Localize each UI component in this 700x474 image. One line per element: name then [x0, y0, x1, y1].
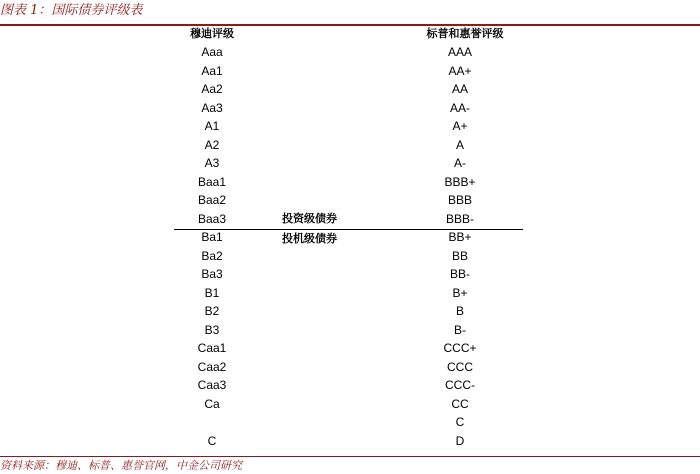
sp-fitch-rating-cell: B-	[454, 322, 466, 337]
moodys-column-header: 穆迪评级	[190, 27, 234, 40]
moodys-rating-cell: A3	[204, 156, 220, 170]
table-row	[0, 117, 700, 136]
sp-fitch-rating-cell: CCC	[447, 359, 473, 374]
table-row	[0, 432, 700, 451]
table-row	[0, 358, 700, 377]
moodys-rating-cell: Aa2	[201, 82, 223, 96]
source-rule	[0, 456, 700, 457]
sp-fitch-rating-cell: A+	[452, 119, 468, 133]
table-row	[0, 228, 700, 247]
table-row	[0, 265, 700, 284]
sp-fitch-rating-cell: BB-	[449, 267, 470, 281]
moodys-rating-cell: Aaa	[201, 45, 223, 59]
table-row	[0, 395, 700, 414]
sp-fitch-rating-cell: CC	[451, 396, 469, 411]
moodys-rating-cell: Baa2	[197, 193, 227, 207]
moodys-rating-cell: B3	[204, 322, 220, 337]
table-row	[0, 302, 700, 321]
moodys-rating-cell: Ba3	[201, 267, 223, 281]
moodys-rating-cell: Ca	[204, 396, 220, 411]
figure-title: 图表 1：国际债券评级表	[0, 3, 143, 18]
table-row	[0, 413, 700, 432]
moodys-rating-cell: Ba1	[201, 230, 223, 244]
sp-fitch-rating-cell: AA	[451, 82, 468, 96]
sp-fitch-rating-cell: AA+	[448, 63, 472, 78]
moodys-rating-cell: Caa3	[197, 378, 227, 392]
table-row	[0, 321, 700, 340]
sp-fitch-rating-cell: A	[455, 137, 464, 152]
table-row	[0, 376, 700, 395]
table-row	[0, 284, 700, 303]
moodys-rating-cell	[170, 413, 254, 432]
table-row	[0, 80, 700, 99]
sp-fitch-rating-cell: CCC+	[443, 341, 477, 355]
source-note: 资料来源：穆迪、标普、惠誉官网，中金公司研究	[0, 459, 242, 472]
moodys-rating-cell: Caa1	[197, 341, 227, 355]
table-row	[0, 339, 700, 358]
investment-grade-divider	[174, 229, 523, 230]
sp-fitch-rating-cell: AA-	[449, 100, 470, 115]
table-row	[0, 173, 700, 192]
sp-fitch-rating-cell: C	[455, 415, 465, 429]
sp-fitch-column-header: 标普和惠誉评级	[426, 27, 504, 40]
sp-fitch-rating-cell: BBB	[447, 193, 472, 207]
sp-fitch-rating-cell: BB	[451, 248, 468, 263]
sp-fitch-rating-cell: BB+	[448, 230, 472, 244]
moodys-rating-cell: Aa3	[201, 100, 223, 115]
sp-fitch-rating-cell: CCC-	[445, 378, 475, 392]
moodys-rating-cell: Aa1	[201, 63, 223, 78]
table-row	[0, 247, 700, 266]
moodys-rating-cell: Baa3	[197, 211, 227, 226]
table-row	[0, 62, 700, 81]
moodys-rating-cell: Baa1	[197, 174, 227, 189]
moodys-rating-cell: A1	[204, 119, 220, 133]
moodys-rating-cell: B1	[204, 285, 220, 300]
investment-grade-label: 投资级债券	[282, 212, 337, 225]
sp-fitch-rating-cell: A-	[454, 156, 466, 170]
sp-fitch-rating-cell: BBB-	[445, 211, 474, 226]
speculative-grade-label: 投机级债券	[282, 232, 337, 245]
table-row	[0, 99, 700, 118]
table-row	[0, 191, 700, 210]
moodys-rating-cell: A2	[204, 137, 220, 152]
moodys-rating-cell: C	[207, 433, 217, 448]
table-row	[0, 154, 700, 173]
moodys-rating-cell: Caa2	[197, 359, 227, 374]
sp-fitch-rating-cell: AAA	[447, 45, 472, 59]
sp-fitch-rating-cell: B+	[452, 285, 468, 300]
table-row	[0, 43, 700, 62]
moodys-rating-cell: B2	[204, 304, 220, 318]
title-rule	[0, 24, 700, 26]
table-row	[0, 210, 700, 229]
sp-fitch-rating-cell: B	[455, 304, 464, 318]
sp-fitch-rating-cell: D	[455, 433, 465, 448]
sp-fitch-rating-cell: BBB+	[444, 174, 476, 189]
moodys-rating-cell: Ba2	[201, 248, 223, 263]
table-row	[0, 136, 700, 155]
